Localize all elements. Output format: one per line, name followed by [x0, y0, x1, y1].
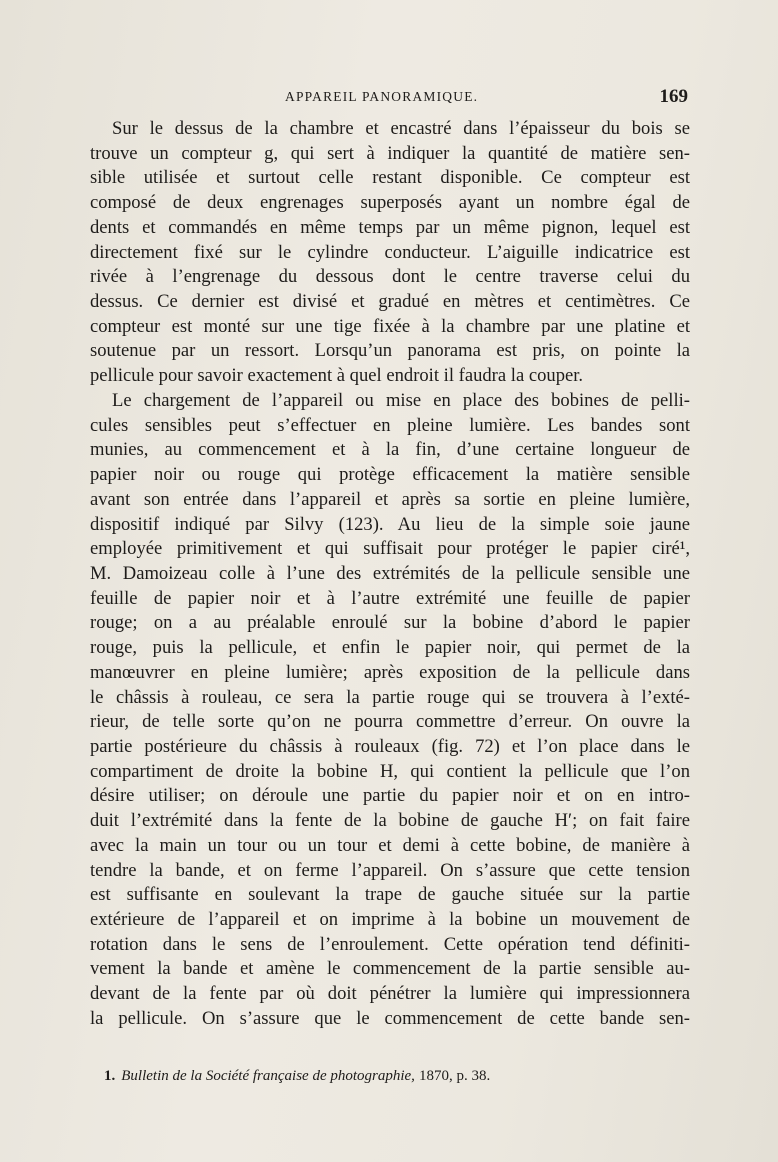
text-line: tendre la bande, et on ferme l’appareil. On s’assure que cette tension [90, 859, 690, 881]
text-line: la pellicule. On s’assure que le commencement de cette bande sen- [90, 1007, 690, 1029]
text-line: le châssis à rouleau, ce sera la partie rouge qui se trouvera à l’exté- [90, 686, 690, 708]
text-line: rivée à l’engrenage du dessous dont le centre traverse celui du [90, 266, 690, 288]
text-line: compartiment de droite la bobine H, qui contient la pellicule que l’on [90, 760, 690, 782]
text-line: vement la bande et amène le commencement de la partie sensible au- [90, 958, 690, 980]
text-line: pellicule pour savoir exactement à quel endroit il faudra la couper. [90, 365, 584, 387]
text-line: cules sensibles peut s’effectuer en pleine lumière. Les bandes sont [90, 414, 690, 436]
text-line: avec la main un tour ou un tour et demi à cette bobine, de manière à [90, 834, 690, 856]
text-line: rouge, puis la pellicule, et enfin le papier noir, qui permet de la [90, 637, 690, 659]
body-text [90, 117, 690, 1032]
running-header [90, 86, 690, 110]
text-line: rouge; on a au préalable enroulé sur la bobine d’abord le papier [90, 612, 690, 634]
text-line: papier noir ou rouge qui protège efficacement la matière sensible [90, 464, 690, 486]
running-title: APPAREIL PANORAMIQUE. [285, 89, 479, 104]
footnote-marker: 1. [104, 1068, 116, 1084]
footnote-source: Bulletin de la Société française de photographie, [121, 1068, 415, 1084]
text-line: rieur, de telle sorte qu’on ne pourra commettre d’erreur. On ouvre la [90, 711, 690, 733]
text-line: est suffisante en soulevant la trape de gauche située sur la partie [90, 884, 690, 906]
text-line: désire utiliser; on déroule une partie du papier noir et on en intro- [90, 785, 690, 807]
text-line: directement fixé sur le cylindre conducteur. L’aiguille indicatrice est [90, 241, 690, 263]
text-line: duit l’extrémité dans la fente de la bobine de gauche H′; on fait faire [90, 810, 690, 832]
text-line: sible utilisée et surtout celle restant disponible. Ce compteur est [90, 167, 690, 189]
text-line: partie postérieure du châssis à rouleaux (fig. 72) et l’on place dans le [90, 735, 690, 757]
text-line: employée primitivement et qui suffisait pour protéger le papier ciré¹, [90, 538, 690, 560]
text-line: feuille de papier noir et à l’autre extrémité une feuille de papier [90, 587, 690, 609]
text-line: devant de la fente par où doit pénétrer la lumière qui impressionnera [90, 983, 690, 1005]
text-line: compteur est monté sur une tige fixée à la chambre par une platine et [90, 315, 690, 337]
text-line: composé de deux engrenages superposés ayant un nombre égal de [90, 192, 690, 214]
footnote [104, 1068, 664, 1085]
text-line: trouve un compteur g, qui sert à indiquer la quantité de matière sen- [90, 142, 690, 164]
text-line: extérieure de l’appareil et on imprime à la bobine un mouvement de [90, 909, 690, 930]
text-line: soutenue par un ressort. Lorsqu’un panorama est pris, on pointe la [90, 340, 690, 362]
text-line: M. Damoizeau colle à l’une des extrémités de la pellicule sensible une [90, 562, 690, 584]
page-number: 169 [659, 86, 688, 107]
text-line: manœuvrer en pleine lumière; après exposition de la pellicule dans [90, 661, 690, 683]
text-line: dents et commandés en même temps par un même pignon, lequel est [90, 216, 690, 238]
text-line: Sur le dessus de la chambre et encastré dans l’épaisseur du bois se [112, 118, 690, 139]
text-line: avant son entrée dans l’appareil et après sa sortie en pleine lumière, [90, 488, 690, 510]
footnote-reference: 1870, p. 38. [418, 1068, 491, 1084]
text-line: munies, au commencement et à la fin, d’une certaine longueur de [90, 439, 690, 461]
text-line: Le chargement de l’appareil ou mise en place des bobines de pelli- [112, 389, 690, 411]
text-line: dispositif indiqué par Silvy (123). Au lieu de la simple soie jaune [90, 513, 690, 535]
text-line: rotation dans le sens de l’enroulement. Cette opération tend définiti- [90, 933, 690, 955]
text-line: dessus. Ce dernier est divisé et gradué en mètres et centimètres. Ce [90, 291, 690, 313]
